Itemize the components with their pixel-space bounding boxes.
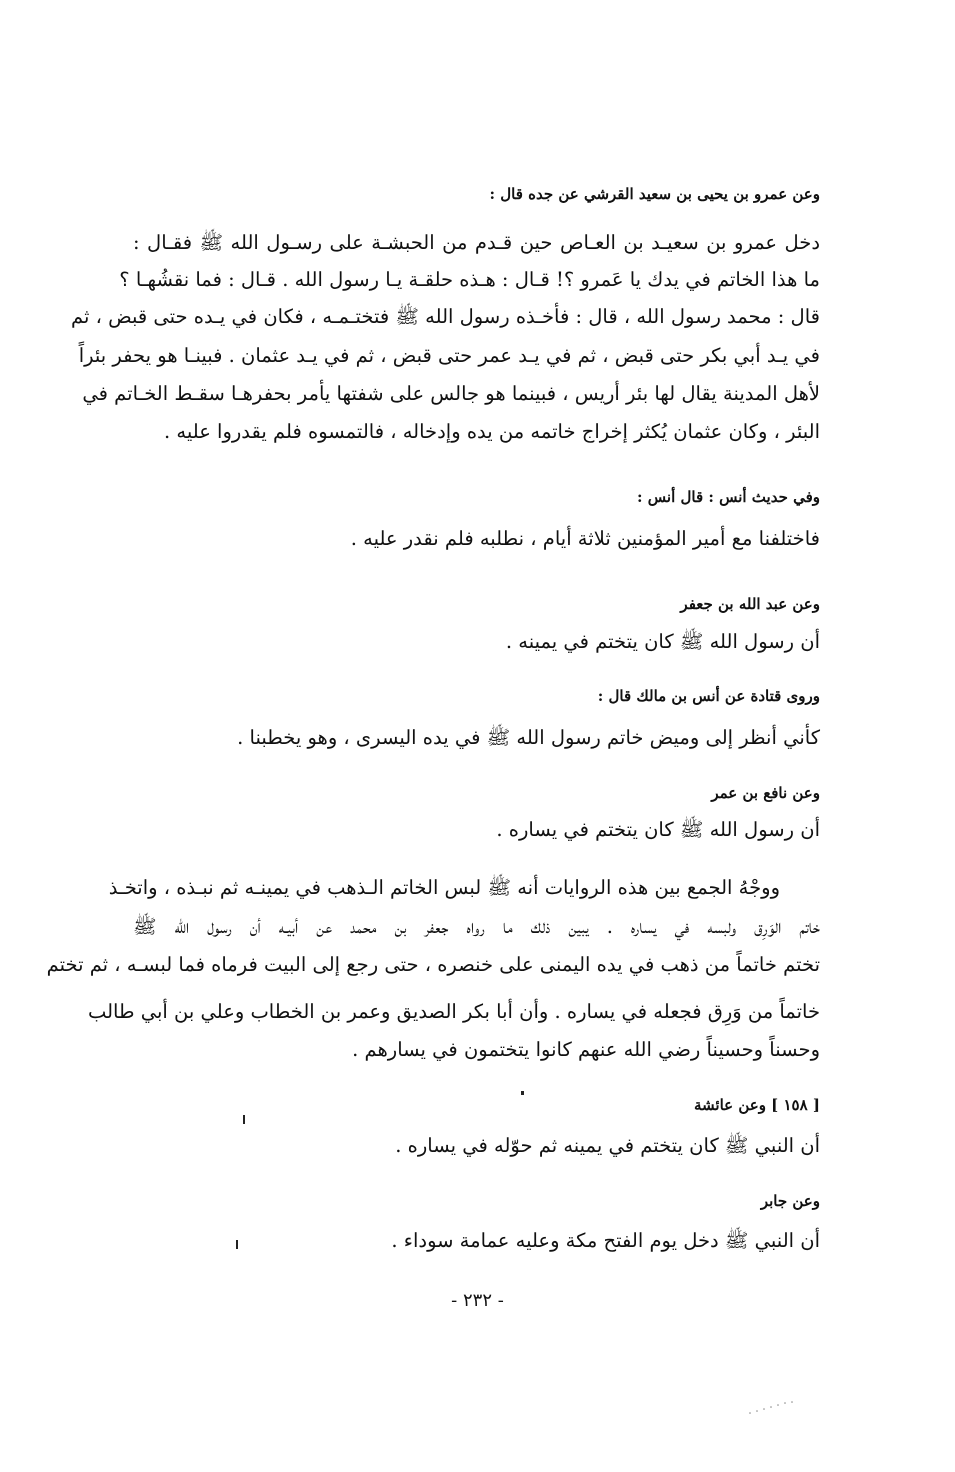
scan-speck (243, 1115, 245, 1124)
page-number: - ٢٣٢ - (451, 1290, 504, 1311)
scan-noise-dots (748, 1395, 798, 1415)
paragraph-line: أن رسول الله ﷺ كان يتختم في يساره . (496, 818, 820, 841)
paragraph-line: ما هذا الخاتم في يدك يا عَمرو ؟! قـال : هـذه حلقـة يـا رسول الله . قـال : فما نقشُهـا ؟ (119, 268, 820, 291)
paragraph-line: أن النبي ﷺ كان يتختم في يمينه ثم حوّله في يساره . (395, 1134, 820, 1157)
paragraph-line: أن النبي ﷺ دخل يوم الفتح مكة وعليه عمامة سوداء . (391, 1229, 820, 1252)
paragraph-line: دخل عمرو بن سعيـد بن العـاص حين قـدم من الحبشـة على رسـول الله ﷺ فقـال : (133, 231, 820, 254)
paragraph-line: لأهل المدينة يقال لها بئر أريس ، فبينما هو جالس على شفتها يأمر بحفرهـا سقـط الخـاتم في (82, 382, 820, 405)
paragraph-line: فاختلفنا مع أمير المؤمنين ثلاثة أيام ، نطلبه فلم نقدر عليه . (350, 527, 820, 550)
paragraph-line: أن رسول الله ﷺ كان يتختم في يمينه . (505, 630, 820, 653)
narration-heading-nafi: وعن نافع بن عمر (711, 784, 820, 802)
paragraph-line: قال : محمد رسول الله ، قال : فأخـذه رسول الله ﷺ فتختـمـه ، فكان في يـده حتى قبض ، ثم (70, 305, 820, 328)
scan-speck (236, 1240, 238, 1249)
narration-heading-anas: وفي حديث أنس : قال أنس : (637, 488, 820, 506)
narration-heading-abdullah: وعن عبد الله بن جعفر (680, 595, 820, 613)
paragraph-line: ووجْهُ الجمع بين هذه الروايات أنه ﷺ لبس الخاتم الـذهب في يمينـه ثم نبـذه ، واتخـذ (108, 876, 780, 899)
narration-heading-aisha: [ ١٥٨ ] وعن عائشة (694, 1096, 820, 1114)
scan-speck (521, 1091, 524, 1095)
paragraph-line: في يـد أبي بكر حتى قبض ، ثم في يـد عمر حتى قبض ، ثم في يـد عثمان . فبينـا هو يحفر بئراً (78, 344, 820, 367)
paragraph-line: تختم خاتماً من ذهب في يده اليمنى على خنصره ، حتى رجع إلى البيت فرماه فما لبسـه ، ثم تختم (46, 953, 820, 976)
paragraph-line: وحسناً وحسيناً رضي الله عنهم كانوا يتختمون في يسارهم . (352, 1038, 820, 1061)
paragraph-line: كأني أنظر إلى وميض خاتم رسول الله ﷺ في يده اليسرى ، وهو يخطبنا . (237, 726, 820, 749)
paragraph-line: خاتم الوَرِق ولبسه في يساره . يبين ذلك ما رواه جعفر بن محمد عن أبيـه أن رسول الله ﷺ (133, 915, 820, 938)
narration-heading-jabir: وعن جابر (760, 1192, 820, 1210)
paragraph-line: خاتماً من وَرِق فجعله في يساره . وأن أبا بكر الصديق وعمر بن الخطاب وعلي بن أبي طالب (87, 1000, 820, 1023)
paragraph-line: البئر ، وكان عثمان يُكثر إخراج خاتمه من يده وإدخاله ، فالتمسوه فلم يقدروا عليه . (164, 420, 820, 443)
narration-heading-amr: وعن عمرو بن يحيى بن سعيد القرشي عن جده قال : (489, 185, 820, 203)
narration-heading-qatada: وروى قتادة عن أنس بن مالك قال : (597, 687, 820, 705)
